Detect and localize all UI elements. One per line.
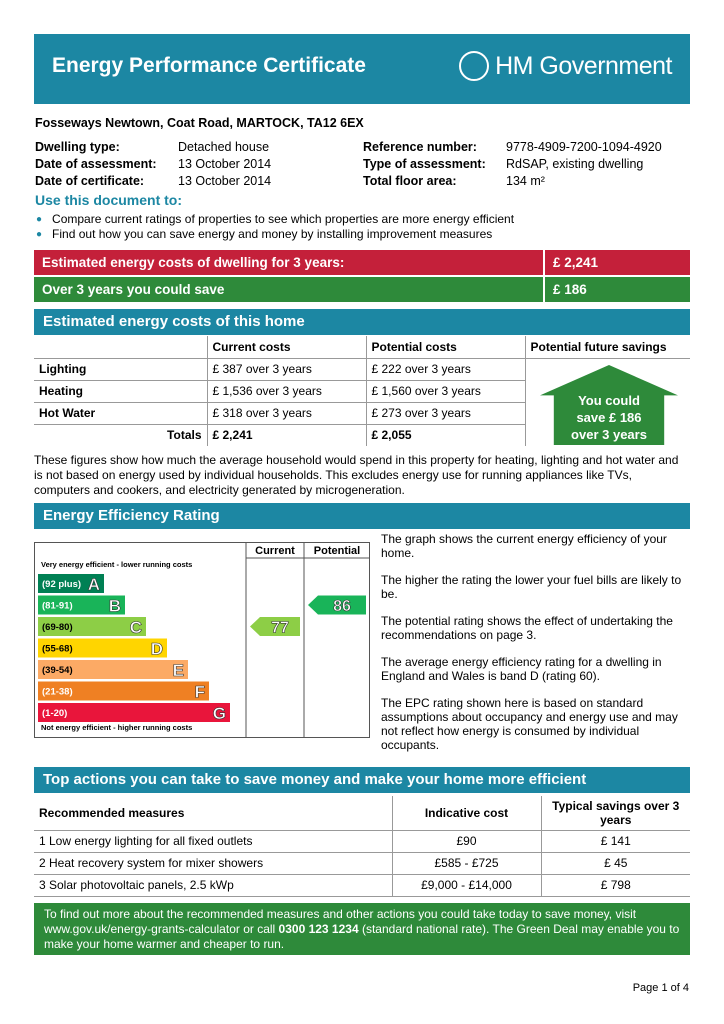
band-range: (21-38) <box>42 686 73 698</box>
col-cost: Indicative cost <box>392 796 541 830</box>
col-potential: Potential costs <box>366 336 525 358</box>
band-letter: A <box>87 575 100 594</box>
col-measure: Recommended measures <box>34 796 392 830</box>
totals-potential: £ 2,055 <box>366 424 525 446</box>
bullet-icon: ● <box>36 229 43 240</box>
col-future: Potential future savings <box>525 336 690 358</box>
info-right <box>363 139 662 190</box>
page-number: Page 1 of 4 <box>632 982 689 994</box>
actions-table <box>34 796 690 897</box>
footer-phone: 0300 123 1234 <box>278 922 359 936</box>
table-row <box>34 852 690 874</box>
explain-paragraph: The higher the rating the lower your fuel bills are likely to be. <box>381 573 682 601</box>
use-bullets <box>36 212 514 242</box>
table-row <box>34 874 690 896</box>
gov-name: HM Government <box>495 51 672 80</box>
band-range: (39-54) <box>42 665 73 676</box>
explain-paragraph: The potential rating shows the effect of undertaking the recommendations on page 3. <box>381 614 673 642</box>
row-name: Lighting <box>34 358 207 380</box>
arrow-line: You could <box>578 393 640 408</box>
band-letter: C <box>129 618 142 637</box>
current-cost: £ 1,536 over 3 years <box>207 380 366 402</box>
info-key: Date of certificate: <box>35 174 145 188</box>
row-name: Hot Water <box>34 402 207 424</box>
saving: £ 45 <box>541 852 690 874</box>
cost: £90 <box>392 830 541 852</box>
band-range: (92 plus) <box>42 579 82 590</box>
measure: 1 Low energy lighting for all fixed outlets <box>34 830 392 852</box>
row-name: Heating <box>34 380 207 402</box>
potential-cost: £ 273 over 3 years <box>366 402 525 424</box>
rating-heading: Energy Efficiency Rating <box>34 503 690 529</box>
info-value: 9778-4909-7200-1094-4920 <box>506 140 662 154</box>
table-row <box>34 830 690 852</box>
band-letter: B <box>108 596 121 616</box>
energy-rating-chart <box>34 542 370 738</box>
blank-header <box>34 336 207 358</box>
band-range: (1-20) <box>42 708 68 719</box>
cost: £585 - £725 <box>392 852 541 874</box>
explain-paragraph: The graph shows the current energy efficiency of your home. <box>381 532 667 560</box>
hm-government-logo <box>459 51 672 81</box>
savings-label: Over 3 years you could save <box>34 277 543 302</box>
savings-value: £ 186 <box>545 277 690 302</box>
bullet-icon: ● <box>36 214 43 225</box>
band-range: (81-91) <box>42 600 73 612</box>
info-key: Type of assessment: <box>363 157 486 171</box>
saving: £ 141 <box>541 830 690 852</box>
band-letter: D <box>150 639 163 659</box>
saving: £ 798 <box>541 874 690 896</box>
col-saving: Typical savings over 3 years <box>541 796 690 830</box>
band-range: (55-68) <box>42 643 73 655</box>
estimated-costs-value: £ 2,241 <box>545 250 690 275</box>
bullet-text: Find out how you can save energy and money by installing improvement measures <box>52 227 493 241</box>
header-banner <box>34 34 690 104</box>
info-value: Detached house <box>178 140 270 154</box>
footer-text-pre: To find out more about the recommended measures and other actions you could take today to save money, visit www.gov.uk/energy-grants-calculator or call <box>44 907 637 936</box>
current-cost: £ 387 over 3 years <box>207 358 366 380</box>
totals-current: £ 2,241 <box>207 424 366 446</box>
current-cost: £ 318 over 3 years <box>207 402 366 424</box>
page-title: Energy Performance Certificate <box>52 54 366 77</box>
info-left <box>35 139 271 190</box>
info-value: 13 October 2014 <box>178 157 272 171</box>
top-label: Very energy efficient - lower running costs <box>41 560 193 569</box>
potential-rating-value: 86 <box>333 598 351 615</box>
potential-cost: £ 1,560 over 3 years <box>366 380 525 402</box>
col-current-label: Current <box>255 545 295 557</box>
footer-info <box>34 903 690 955</box>
explain-text: These figures show how much the average household would spend in this property for heating, lighting and hot water and is not based on energy used by individual households. This excludes energy use for running appliances like TVs, computers and cookers, and electricity generated by microgeneration. <box>34 453 679 497</box>
cost: £9,000 - £14,000 <box>392 874 541 896</box>
rating-explanation <box>381 532 691 765</box>
explain-paragraph: The average energy efficiency rating for a dwelling in England and Wales is band D (rating 60). <box>381 655 662 683</box>
info-value: RdSAP, existing dwelling <box>506 157 644 171</box>
col-current: Current costs <box>207 336 366 358</box>
band-letter: F <box>194 682 205 702</box>
info-value: 13 October 2014 <box>178 174 272 188</box>
info-key: Dwelling type: <box>35 140 120 154</box>
bottom-label: Not energy efficient - higher running costs <box>41 723 193 732</box>
col-potential-label: Potential <box>313 545 361 557</box>
info-key: Reference number: <box>363 140 477 154</box>
measure: 2 Heat recovery system for mixer showers <box>34 852 392 874</box>
band-letter: G <box>212 704 226 723</box>
explain-paragraph: The EPC rating shown here is based on standard assumptions about occupancy and energy use and may not reflect how energy is consumed by individual occupants. <box>381 696 678 752</box>
potential-cost: £ 222 over 3 years <box>366 358 525 380</box>
info-key: Date of assessment: <box>35 157 157 171</box>
arrow-line: over 3 years <box>571 427 647 442</box>
arrow-line: save £ 186 <box>576 410 642 425</box>
use-heading: Use this document to: <box>35 192 183 208</box>
royal-crest-icon <box>459 51 489 81</box>
current-rating-value: 77 <box>271 619 289 637</box>
actions-heading: Top actions you can take to save money and make your home more efficient <box>34 767 690 793</box>
estimated-costs-label: Estimated energy costs of dwelling for 3 years: <box>34 250 543 275</box>
band-letter: E <box>172 661 184 680</box>
property-address: Fosseways Newtown, Coat Road, MARTOCK, TA12 6EX <box>35 116 364 130</box>
savings-arrow <box>540 365 678 445</box>
costs-heading: Estimated energy costs of this home <box>34 309 690 335</box>
bullet-text: Compare current ratings of properties to see which properties are more energy efficient <box>52 212 515 226</box>
footer-text-post: (standard national rate). The Green Deal may enable you to make your home warmer and cheaper to run. <box>44 922 680 951</box>
info-key: Total floor area: <box>363 174 457 188</box>
totals-label: Totals <box>167 428 202 443</box>
info-value: 134 m² <box>506 174 545 188</box>
band-range: (69-80) <box>42 622 73 633</box>
measure: 3 Solar photovoltaic panels, 2.5 kWp <box>34 874 392 896</box>
